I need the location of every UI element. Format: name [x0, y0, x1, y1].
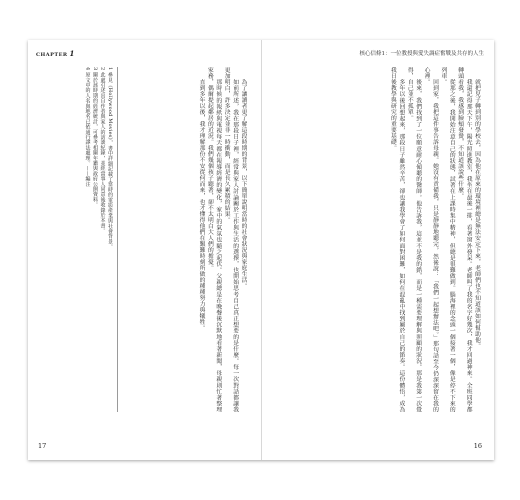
paragraph: 直到多年以後，我才理解那份不安從何而來，也才懂得他們在艱難時刻所做的種種努力與犧牲。 — [197, 78, 204, 331]
footnote: 1 參見《Hollywood Movies》，書中詳細記載了當時的電影產業與社會背景。 — [107, 67, 113, 250]
footnote: 3 關於該時期的經濟統計，可參考相關年鑑與政府公開資料。 — [92, 67, 98, 208]
paragraph: 就把兒子轉到別的學校去，因為他在原來的環境裡總是無法安定下來，老師們也不知道該如何幫助他。 — [473, 78, 480, 349]
paragraph: 從那之後，我開始注意自己的狀態，試著在上課時集中精神，但總是很難做到。腦海裡的念頭一個接著一個，像是停不下來的列車。 — [439, 67, 455, 412]
right-page — [262, 40, 495, 460]
left-page — [28, 40, 262, 460]
footnote: 4 原文中的人名與地名已依通行譯法處理。——編注 — [84, 67, 91, 187]
chapter-number: 1 — [69, 49, 75, 58]
paragraph: 回到家，我把這件事告訴母親。她沒有責備我，只是靜靜地聽完，然後說：「我們一起想辦法吧。」那句話至今仍深深留在我的心裡。 — [423, 67, 438, 412]
paragraph: 我還記得那天下午，陽光照進教室，我坐在最後一排，看著窗外發呆。老師叫了我的名字好幾次，我才回過神來。全班同學都轉頭看我，我感到臉頰發燙，不知道該說些什麼。 — [456, 67, 472, 412]
paragraph: 如前所述，我在那段日子裡，經常與家人討論關於工作與生活的選擇，也開始思考自己真正想要的是什麼。每一次對話都讓我更加明白，許多決定並非一時衝動，而是長久累積的結果。 — [223, 67, 238, 412]
paragraph: 那時候的報紙與電視每天都在報導經濟的變化，家中的氣氛也隨之起伏。父親總是在晚餐後沉默地看著新聞，母親則忙著整理家務，偶爾提起鄰居的近況。我們幾個孩子聽著，卻不太明白大人們的擔憂。 — [206, 67, 221, 412]
left-body-text — [122, 67, 247, 412]
page-number-left: 17 — [38, 442, 47, 450]
chapter-label: CHAPTER 1 — [36, 49, 75, 58]
running-title: 核心信條1：一位教授與愛失調症奮戰及共存的人生 — [359, 51, 484, 57]
footnote: 2 此處引述出自作者與家人的訪談紀錄，並經當事人同意後收錄於本書。 — [99, 67, 106, 234]
paragraph: 多年以後回想起來，那段日子雖然辛苦，卻也讓我學會了如何面對困難，如何在混亂中找到屬於自己的節奏。這份體悟，成為我日後教學與研究的重要基礎。 — [389, 67, 404, 412]
footnote-divider — [117, 67, 118, 412]
paragraph: 後來，我們找到了一位願意耐心傾聽的醫師。他告訴我，這並不是我的錯，而是一種需要理解與照顧的狀況。那是我第一次覺得，自己並不孤單。 — [406, 67, 421, 412]
paragraph: 為了讓讀者更了解這段時期的背景，以下簡單說明當時的社會狀況與家庭生活。 — [240, 78, 246, 289]
page-number-right: 16 — [473, 442, 482, 450]
footnotes — [38, 67, 113, 412]
book-spread — [28, 40, 494, 460]
right-body-text — [276, 67, 481, 412]
